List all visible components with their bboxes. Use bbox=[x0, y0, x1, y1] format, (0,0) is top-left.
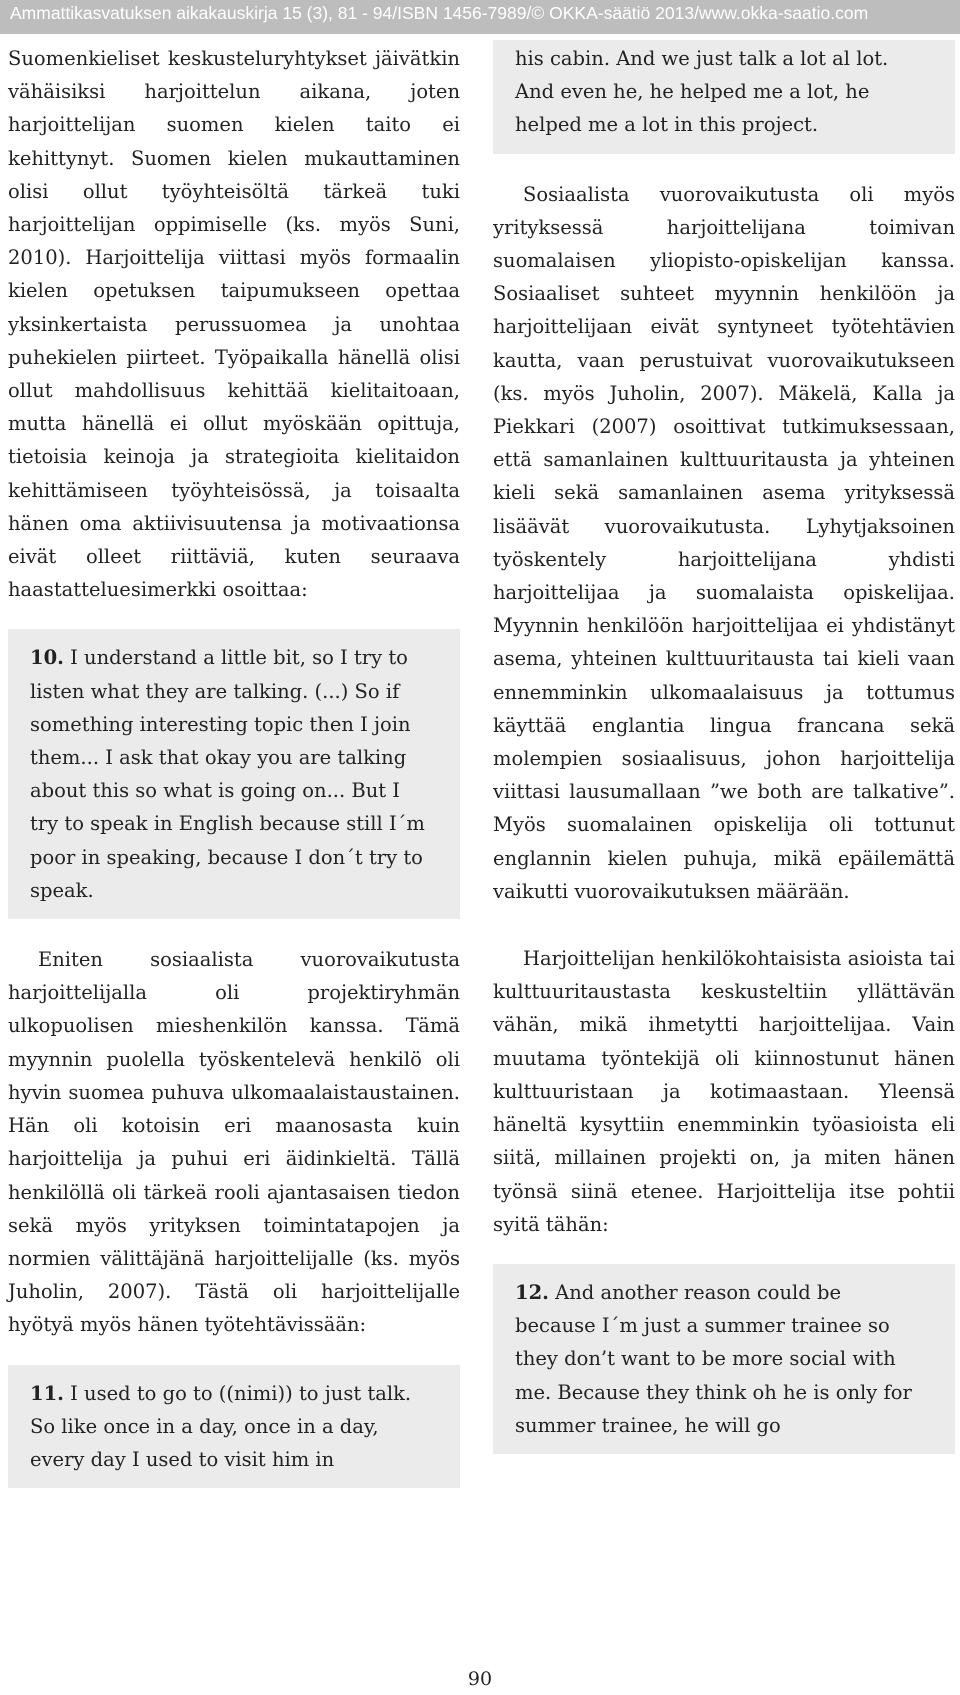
quote-text: his cabin. And we just talk a lot al lot. And even he, he helped me a lot, he helped me a lot in this project. bbox=[515, 47, 889, 137]
quote-text: I understand a little bit, so I try to listen what they are talking. (...) So if something interesting topic then I join them... I ask that okay you are talking about this so what is going on... But I try to speak in English because still I´m poor in speaking, because I don´t try to speak. bbox=[30, 646, 425, 902]
interview-quote-11 bbox=[8, 1365, 460, 1489]
interview-quote-11-continued bbox=[493, 40, 955, 154]
running-header bbox=[0, 0, 960, 34]
quote-number: 10. bbox=[30, 646, 64, 670]
quote-text: I used to go to ((nimi)) to just talk. So like once in a day, once in a day, every day I used to visit him in bbox=[30, 1381, 412, 1471]
body-paragraph: Suomenkieliset keskusteluryhtykset jäivätkin vähäisiksi harjoittelun aikana, joten harjoittelijan suomen kielen taito ei kehittynyt. Suomen kielen mukauttaminen olisi ollut työyhteisöltä tärkeä tuki harjoittelijan oppimiselle (ks. myös Suni, 2010). Harjoittelija viittasi myös formaalin kielen opetuksen taipumukseen opettaa yksinkertaista perussuomea ja unohtaa puhekielen piirteet. Työpaikalla hänellä olisi ollut mahdollisuus kehittää kielitaitoaan, mutta hänellä ei ollut myöskään opittuja, tietoisia keinoja ja strategioita kielitaidon kehittämiseen työyhteisössä, ja toisaalta hänen oma aktiivisuutensa ja motivaationsa eivät olleet riittäviä, kuten seuraava haastatteluesimerkki osoittaa: bbox=[8, 47, 460, 602]
running-head-text: Ammattikasvatuksen aikakauskirja 15 (3), 81 - 94/ISBN 1456-7989/© OKKA-säätiö 2013/www.okka-saatio.com bbox=[10, 3, 869, 23]
body-paragraph: Harjoittelijan henkilökohtaisista asioista tai kulttuuritaustasta keskusteltiin yllättävän vähän, mikä ihmetytti harjoittelijaa. Vain muutama työntekijä oli kiinnostunut hänen kulttuuristaan ja kotimaastaan. Yleensä häneltä kysyttiin enemminkin työasioista eli siitä, millainen projekti on, ja miten hänen työnsä siinä etenee. Harjoittelija itse pohtii syitä tähän: bbox=[493, 947, 955, 1236]
interview-quote-10 bbox=[8, 629, 460, 919]
quote-text: And another reason could be because I´m just a summer trainee so they don’t want to be more social with me. Because they think oh he is only for summer trainee, he will go bbox=[515, 1280, 912, 1437]
left-column bbox=[8, 42, 460, 1488]
quote-number: 12. bbox=[515, 1280, 549, 1304]
interview-quote-12 bbox=[493, 1264, 955, 1454]
right-column bbox=[493, 42, 955, 1454]
body-paragraph: Sosiaalista vuorovaikutusta oli myös yrityksessä harjoittelijana toimivan suomalaisen yliopisto-opiskelijan kanssa. Sosiaaliset suhteet myynnin henkilöön ja harjoittelijaan eivät syntyneet työtehtävien kautta, vaan perustuivat vuorovaikutukseen (ks. myös Juholin, 2007). Mäkelä, Kalla ja Piekkari (2007) osoittivat tutkimuksessaan, että samanlainen kulttuuritausta ja yhteinen kieli sekä samanlainen asema yrityksessä lisäävät vuorovaikutusta. Lyhytjaksoinen työskentely harjoittelijana yhdisti harjoittelijaa ja suomalaista opiskelijaa. Myynnin henkilöön harjoittelijaa ei yhdistänyt asema, yhteinen kulttuuritausta tai kieli vaan ennemminkin ulkomaalaisuus ja tottumus käyttää englantia lingua francana sekä molempien sosiaalisuus, johon harjoittelija viittasi lausumallaan ”we both are talkative”. Myös suomalainen opiskelija oli tottunut englannin kielen puhuja, mikä epäilemättä vaikutti vuorovaikutuksen määrään. bbox=[493, 182, 955, 903]
body-paragraph: Eniten sosiaalista vuorovaikutusta harjoittelijalla oli projektiryhmän ulkopuolisen mieshenkilön kanssa. Tämä myynnin puolella työskentelevä henkilö oli hyvin suomea puhuva ulkomaalaistaustainen. Hän oli kotoisin eri maanosasta kuin harjoittelija ja puhui eri äidinkieltä. Tällä henkilöllä oli tärkeä rooli ajantasaisen tiedon sekä myös yrityksen toimintatapojen ja normien välittäjänä harjoittelijalle (ks. myös Juholin, 2007). Tästä oli harjoittelijalle hyötyä myös hänen työtehtävissään: bbox=[8, 948, 460, 1337]
page-number: 90 bbox=[467, 1668, 493, 1690]
quote-number: 11. bbox=[30, 1381, 64, 1405]
